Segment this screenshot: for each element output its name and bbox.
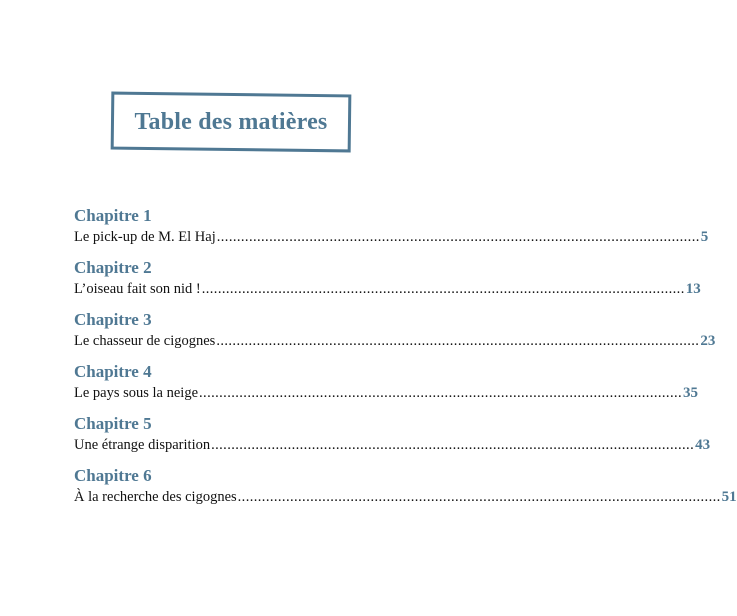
chapter-title: Le chasseur de cigognes	[74, 333, 216, 349]
dot-leader: ........................................................................................................................	[237, 489, 721, 505]
dot-leader: ........................................................................................................................	[211, 437, 695, 453]
page-number: 13	[685, 281, 701, 297]
chapter-title: À la recherche des cigognes	[74, 489, 237, 505]
toc-entry-4[interactable]	[74, 362, 699, 414]
page-number: 23	[700, 333, 716, 349]
toc-line	[74, 487, 737, 507]
chapter-label: Chapitre 4	[74, 362, 152, 381]
page-title: Table des matières	[134, 109, 328, 135]
page-number: 35	[683, 385, 699, 401]
chapter-title: Le pick-up de M. El Haj	[74, 229, 216, 245]
table-of-contents	[74, 206, 737, 518]
toc-line	[74, 331, 716, 351]
chapter-label: Chapitre 1	[74, 206, 152, 225]
dot-leader: ........................................................................................................................	[201, 281, 685, 297]
toc-entry-2[interactable]	[74, 258, 701, 310]
page-number: 5	[700, 229, 709, 245]
chapter-label: Chapitre 2	[74, 258, 152, 277]
toc-entry-1[interactable]	[74, 206, 709, 258]
dot-leader: ........................................................................................................................	[216, 333, 700, 349]
page-number: 51	[721, 489, 737, 505]
chapter-title: L’oiseau fait son nid !	[74, 281, 201, 297]
chapter-title: Le pays sous la neige	[74, 385, 199, 401]
toc-line	[74, 383, 699, 403]
toc-line	[74, 279, 701, 299]
page-number: 43	[695, 437, 711, 453]
dot-leader: ........................................................................................................................	[199, 385, 683, 401]
toc-entry-5[interactable]	[74, 414, 711, 466]
chapter-label: Chapitre 6	[74, 466, 152, 485]
dot-leader: ........................................................................................................................	[216, 229, 700, 245]
toc-entry-6[interactable]	[74, 466, 737, 518]
chapter-label: Chapitre 5	[74, 414, 152, 433]
toc-line	[74, 435, 711, 455]
toc-line	[74, 227, 709, 247]
chapter-title: Une étrange disparition	[74, 437, 211, 453]
toc-entry-3[interactable]	[74, 310, 716, 362]
chapter-label: Chapitre 3	[74, 310, 152, 329]
